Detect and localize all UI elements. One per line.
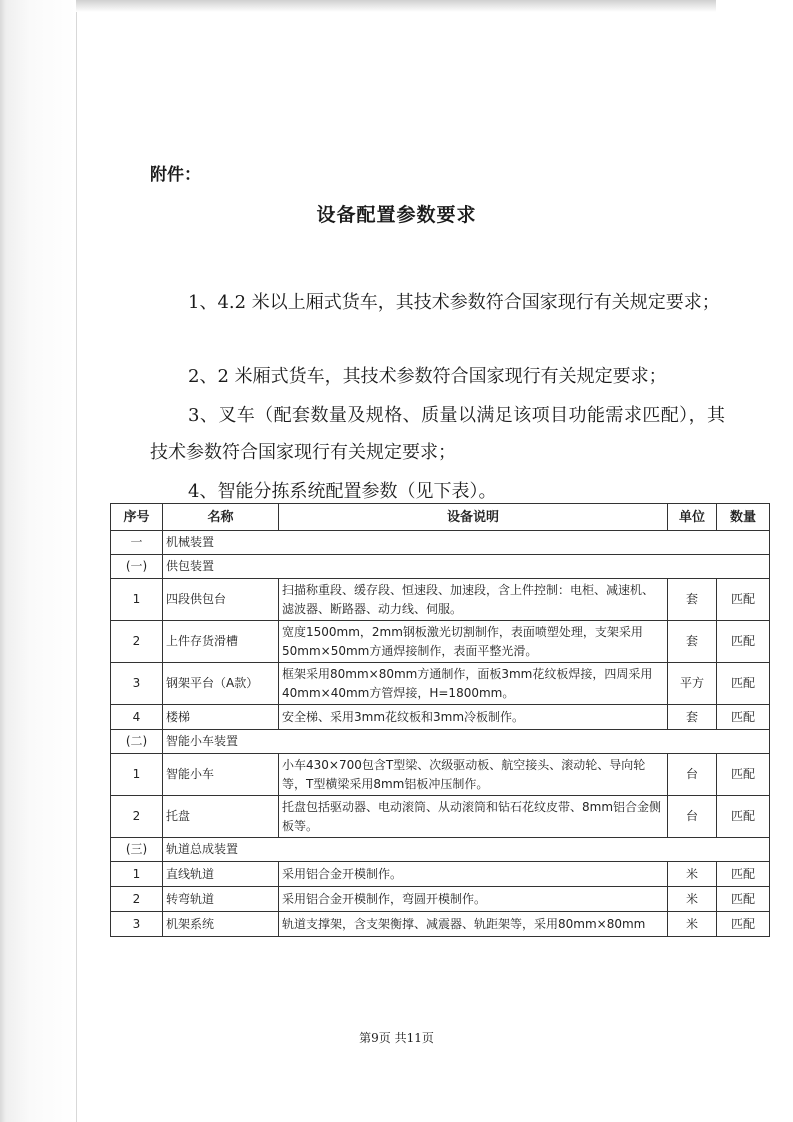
row-desc: 扫描称重段、缓存段、恒速段、加速段，含上件控制：电柜、减速机、滤波器、断路器、动力线、伺服。: [279, 579, 668, 621]
paragraph-1-text: 1、4.2 米以上厢式货车，其技术参数符合国家现行有关规定要求；: [188, 292, 720, 313]
section-row: [111, 838, 770, 862]
section-row: [111, 531, 770, 555]
row-name: 机架系统: [163, 912, 279, 937]
scan-shadow: [0, 0, 76, 1122]
row-no: 1: [111, 754, 163, 796]
row-no: 1: [111, 862, 163, 887]
section-name: 轨道总成装置: [163, 838, 770, 862]
row-unit: 台: [668, 796, 717, 838]
row-unit: 米: [668, 887, 717, 912]
header-desc: 设备说明: [279, 504, 668, 531]
page-number: 第9页 共11页: [359, 1031, 434, 1045]
row-no: 2: [111, 796, 163, 838]
paragraph-2: [150, 358, 725, 395]
row-name: 转弯轨道: [163, 887, 279, 912]
row-name: 智能小车: [163, 754, 279, 796]
paragraph-3: [150, 397, 725, 471]
table-header-row: [111, 504, 770, 531]
row-qty: 匹配: [717, 663, 770, 705]
row-no: 2: [111, 887, 163, 912]
table-row: [111, 663, 770, 705]
row-unit: 米: [668, 912, 717, 937]
table-row: [111, 796, 770, 838]
row-qty: 匹配: [717, 621, 770, 663]
equipment-spec-table: [110, 503, 770, 937]
header-no: 序号: [111, 504, 163, 531]
attachment-label: 附件：: [150, 165, 201, 185]
row-qty: 匹配: [717, 796, 770, 838]
row-no: 4: [111, 705, 163, 730]
row-qty: 匹配: [717, 579, 770, 621]
row-no: 2: [111, 621, 163, 663]
table-row: [111, 621, 770, 663]
row-name: 上件存货滑槽: [163, 621, 279, 663]
row-desc: 框架采用80mm×80mm方通制作，面板3mm花纹板焊接，四周采用40mm×40mm方管焊接，H=1800mm。: [279, 663, 668, 705]
table-row: [111, 912, 770, 937]
section-name: 智能小车装置: [163, 730, 770, 754]
document-title: 设备配置参数要求: [316, 204, 477, 226]
row-desc: 采用铝合金开模制作。: [279, 862, 668, 887]
row-desc: 安全梯、采用3mm花纹板和3mm冷板制作。: [279, 705, 668, 730]
table-row: [111, 705, 770, 730]
row-no: 1: [111, 579, 163, 621]
paragraph-3-text: 3、叉车（配套数量及规格、质量以满足该项目功能需求匹配），其技术参数符合国家现行有关规定要求；: [150, 405, 725, 463]
table-row: [111, 754, 770, 796]
table-row: [111, 887, 770, 912]
paragraph-2-text: 2、2 米厢式货车，其技术参数符合国家现行有关规定要求；: [188, 366, 667, 387]
table-row: [111, 862, 770, 887]
row-qty: 匹配: [717, 862, 770, 887]
header-qty: 数量: [717, 504, 770, 531]
section-row: [111, 730, 770, 754]
row-no: (二): [111, 730, 163, 754]
row-unit: 套: [668, 579, 717, 621]
section-row: [111, 555, 770, 579]
row-name: 直线轨道: [163, 862, 279, 887]
row-unit: 台: [668, 754, 717, 796]
row-no: 3: [111, 912, 163, 937]
row-name: 楼梯: [163, 705, 279, 730]
paragraph-4-text: 4、智能分拣系统配置参数（见下表）。: [188, 481, 497, 502]
row-no: 一: [111, 531, 163, 555]
row-unit: 米: [668, 862, 717, 887]
paragraph-1: [150, 284, 725, 321]
header-unit: 单位: [668, 504, 717, 531]
row-name: 钢架平台（A款）: [163, 663, 279, 705]
row-unit: 套: [668, 621, 717, 663]
row-unit: 套: [668, 705, 717, 730]
scan-edge: [76, 0, 77, 1122]
row-qty: 匹配: [717, 912, 770, 937]
row-desc: 托盘包括驱动器、电动滚筒、从动滚筒和钻石花纹皮带、8mm铝合金侧板等。: [279, 796, 668, 838]
row-qty: 匹配: [717, 754, 770, 796]
row-desc: 小车430×700包含T型梁、次级驱动板、航空接头、滚动轮、导向轮等，T型横梁采用8mm铝板冲压制作。: [279, 754, 668, 796]
row-no: 3: [111, 663, 163, 705]
row-desc: 轨道支撑架，含支架衡撑、减震器、轨距架等，采用80mm×80mm: [279, 912, 668, 937]
header-name: 名称: [163, 504, 279, 531]
section-name: 供包装置: [163, 555, 770, 579]
row-qty: 匹配: [717, 887, 770, 912]
row-name: 四段供包台: [163, 579, 279, 621]
row-name: 托盘: [163, 796, 279, 838]
section-name: 机械装置: [163, 531, 770, 555]
row-desc: 宽度1500mm，2mm钢板激光切割制作，表面喷塑处理，支架采用50mm×50mm方通焊接制作，表面平整光滑。: [279, 621, 668, 663]
row-qty: 匹配: [717, 705, 770, 730]
scan-top-edge: [76, 0, 716, 12]
row-no: (一): [111, 555, 163, 579]
row-unit: 平方: [668, 663, 717, 705]
row-desc: 采用铝合金开模制作，弯圆开模制作。: [279, 887, 668, 912]
table-row: [111, 579, 770, 621]
row-no: (三): [111, 838, 163, 862]
